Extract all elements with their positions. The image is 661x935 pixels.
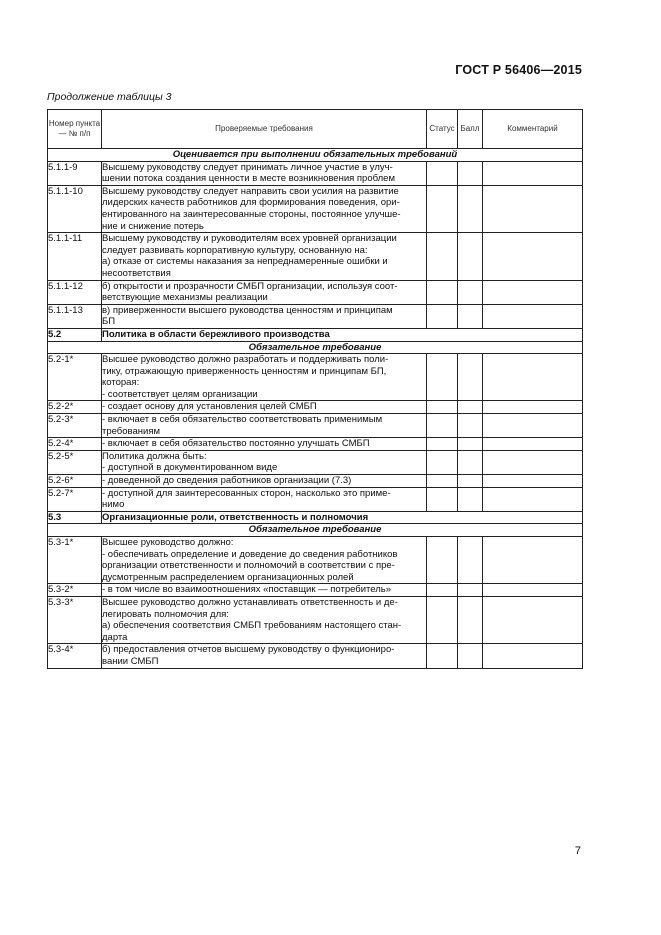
comment-cell[interactable] [483,354,583,401]
page-number: 7 [574,845,581,857]
comment-cell[interactable] [483,438,583,451]
requirement-line: требованиям [102,425,160,437]
row-requirement [102,233,427,280]
requirement-line: несоответствия [102,267,171,279]
requirement-line: следует развивать корпоративную культуру, основанную на: [102,244,368,256]
row-number: 5.2-6* [48,475,102,488]
comment-cell[interactable] [483,304,583,328]
points-cell[interactable] [458,537,483,584]
requirement-line: а) обеспечения соответствия СМБП требованиям настоящего стан- [102,620,402,632]
table-row [48,438,583,451]
row-number: 5.2-2* [48,401,102,414]
points-cell[interactable] [458,438,483,451]
requirement-line: - соответствует целям организации [102,388,258,400]
requirement-line: ентированного на заинтересованные стороны, постоянное улучше- [102,208,401,220]
points-cell[interactable] [458,233,483,280]
table-header-row [48,110,583,149]
requirement-line: дарта [102,631,128,643]
row-requirement [102,450,427,474]
section-row [48,328,583,341]
requirement-line: - в том числе во взаимоотношениях «поставщик — потребитель» [102,584,392,596]
comment-cell[interactable] [483,475,583,488]
comment-cell[interactable] [483,584,583,597]
row-requirement [102,475,427,488]
row-number: 5.2-4* [48,438,102,451]
points-cell[interactable] [458,475,483,488]
requirement-line: - доступной для заинтересованных сторон, насколько это приме- [102,487,391,499]
col-header-requirements: Проверяемые требования [102,110,427,149]
requirement-line: БП [102,316,116,328]
requirement-line: нимо [102,499,125,511]
table-row [48,450,583,474]
heading-mandatory-evaluated: Оценивается при выполнении обязательных требований [48,149,583,162]
requirement-line: - доведенной до сведения работников организации (7.3) [102,475,352,487]
comment-cell[interactable] [483,401,583,414]
table-row [48,414,583,438]
requirement-line: шении потока создания ценности в месте возникновения проблем [102,173,395,185]
row-number: 5.1.1-9 [48,161,102,185]
status-cell[interactable] [427,537,458,584]
row-requirement [102,414,427,438]
comment-cell[interactable] [483,185,583,232]
row-number: 5.1.1-12 [48,280,102,304]
row-number: 5.2-5* [48,450,102,474]
status-cell[interactable] [427,185,458,232]
row-requirement [102,537,427,584]
status-cell[interactable] [427,596,458,643]
row-requirement [102,438,427,451]
row-requirement [102,185,427,232]
row-requirement [102,304,427,328]
requirement-line: лидерских качеств работников для формирования поведения, ори- [102,197,400,209]
requirement-line: - создает основу для установления целей СМБП [102,401,317,413]
table-continuation-label: Продолжение таблицы 3 [47,91,172,103]
requirement-line: легировать полномочия для: [102,608,229,620]
comment-cell[interactable] [483,644,583,668]
row-requirement [102,487,427,511]
requirement-line: - доступной в документированном виде [102,462,278,474]
points-cell[interactable] [458,354,483,401]
points-cell[interactable] [458,280,483,304]
status-cell[interactable] [427,304,458,328]
row-number: 5.1.1-10 [48,185,102,232]
comment-cell[interactable] [483,450,583,474]
status-cell[interactable] [427,161,458,185]
comment-cell[interactable] [483,487,583,511]
heading-mandatory-requirement: Обязательное требование [48,524,583,537]
table-row [48,161,583,185]
row-requirement [102,596,427,643]
requirement-line: в) приверженности высшего руководства ценностям и принципам [102,304,393,316]
col-header-number: Номер пункта — № п/п [48,110,102,149]
subheading-row [48,149,583,162]
row-requirement [102,644,427,668]
table-row [48,584,583,597]
requirement-line: которая: [102,377,140,389]
row-number: 5.1.1-13 [48,304,102,328]
points-cell[interactable] [458,401,483,414]
requirement-line: Высшее руководство должно: [102,537,234,548]
row-number: 5.2-1* [48,354,102,401]
points-cell[interactable] [458,185,483,232]
requirement-line: тику, отражающую приверженность ценностям и принципам БП, [102,365,387,377]
points-cell[interactable] [458,414,483,438]
requirement-line: б) открытости и прозрачности СМБП организации, используя соот- [102,280,398,292]
table-row [48,280,583,304]
status-cell[interactable] [427,401,458,414]
table-row [48,304,583,328]
status-cell[interactable] [427,450,458,474]
row-requirement [102,354,427,401]
col-header-status: Статус [427,110,458,149]
table-row [48,401,583,414]
row-number: 5.3-4* [48,644,102,668]
status-cell[interactable] [427,475,458,488]
points-cell[interactable] [458,644,483,668]
status-cell[interactable] [427,438,458,451]
requirement-line: - обеспечивать определение и доведение до сведения работников [102,548,398,560]
requirement-line: - включает в себя обязательство соответствовать применимым [102,414,383,426]
points-cell[interactable] [458,584,483,597]
table-row [48,233,583,280]
heading-mandatory-requirement: Обязательное требование [48,341,583,354]
requirement-line: организации ответственности и полномочий в соответствии с пре- [102,560,395,572]
comment-cell[interactable] [483,414,583,438]
requirement-line: дусмотренным распределением организационных ролей [102,571,354,583]
comment-cell[interactable] [483,596,583,643]
row-number: 5.3-2* [48,584,102,597]
subheading-row [48,341,583,354]
table-row [48,185,583,232]
row-number: 5.2-7* [48,487,102,511]
row-number: 5.2-3* [48,414,102,438]
requirement-line: а) отказе от системы наказания за непреднамеренные ошибки и [102,256,388,268]
status-cell[interactable] [427,280,458,304]
comment-cell[interactable] [483,280,583,304]
status-cell[interactable] [427,584,458,597]
row-requirement [102,584,427,597]
requirement-line: Высшему руководству и руководителям всех уровней организации [102,233,397,245]
section-number: 5.3 [48,511,102,524]
status-cell[interactable] [427,644,458,668]
status-cell[interactable] [427,487,458,511]
comment-cell[interactable] [483,233,583,280]
row-number: 5.3-1* [48,537,102,584]
comment-cell[interactable] [483,161,583,185]
table-row [48,644,583,668]
requirements-table [47,109,583,669]
status-cell[interactable] [427,354,458,401]
requirement-line: ние и снижение потерь [102,220,204,232]
table-row [48,354,583,401]
requirement-line: - включает в себя обязательство постоянно улучшать СМБП [102,438,370,450]
requirement-line: вании СМБП [102,655,159,667]
points-cell[interactable] [458,450,483,474]
requirement-line: Высшее руководство должно разработать и поддерживать поли- [102,354,389,366]
section-number: 5.2 [48,328,102,341]
row-requirement [102,401,427,414]
comment-cell[interactable] [483,537,583,584]
table-row [48,596,583,643]
section-title: Организационные роли, ответственность и полномочия [102,511,583,524]
col-header-comments: Комментарий [483,110,583,149]
requirement-line: б) предоставления отчетов высшему руководству о функциониро- [102,644,395,656]
table-row [48,537,583,584]
points-cell[interactable] [458,487,483,511]
requirement-line: Высшее руководство должно устанавливать ответственность и де- [102,596,398,608]
col-header-points: Балл [458,110,483,149]
document-standard-title: ГОСТ Р 56406—2015 [455,63,582,77]
row-number: 5.3-3* [48,596,102,643]
row-requirement [102,161,427,185]
points-cell[interactable] [458,596,483,643]
row-number: 5.1.1-11 [48,233,102,280]
status-cell[interactable] [427,414,458,438]
requirement-line: Высшему руководству следует направить свои усилия на развитие [102,185,399,197]
table-row [48,487,583,511]
requirement-line: ветствующие механизмы реализации [102,292,268,304]
row-requirement [102,280,427,304]
requirement-line: Политика должна быть: [102,450,207,462]
section-title: Политика в области бережливого производства [102,328,583,341]
requirement-line: Высшему руководству следует принимать личное участие в улуч- [102,161,393,173]
points-cell[interactable] [458,161,483,185]
points-cell[interactable] [458,304,483,328]
status-cell[interactable] [427,233,458,280]
section-row [48,511,583,524]
table-row [48,475,583,488]
subheading-row [48,524,583,537]
